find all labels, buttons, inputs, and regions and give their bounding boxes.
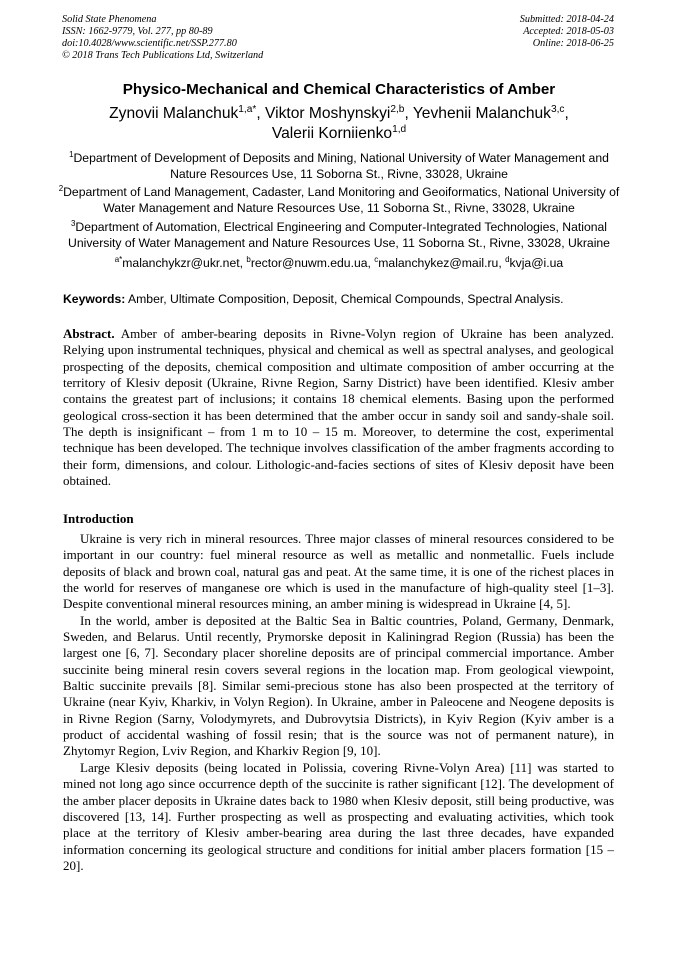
- email-link[interactable]: malanchykez@mail.ru,: [378, 256, 506, 270]
- introduction-body: [63, 531, 614, 874]
- online-date: Online: 2018-06-25: [532, 38, 614, 49]
- paper-title: Physico-Mechanical and Chemical Characteristics of Amber: [122, 81, 556, 98]
- affiliation: $^1$Department of Development of Deposits and Mining, National University of Water Management and Nature Resources Use, 11 Soborna St., Rivne, 33028, Ukraine: [69, 149, 609, 181]
- email-link[interactable]: malanchykzr@ukr.net,: [122, 256, 247, 270]
- accepted-date: Accepted: 2018-05-03: [523, 26, 614, 37]
- email-link[interactable]: rector@nuwm.edu.ua,: [250, 256, 375, 270]
- abstract: Abstract. Amber of amber-bearing deposits in Rivne-Volyn region of Ukraine has been analyzed. Relying upon instrumental techniques, physical and chemical as well as spectral analyses, and geological prospecting of the deposits, chemical composition and ultimate composition of amber occurring at the territory of Klesiv deposit (Ukraine, Rivne Region, Sarny District) have been identified. Klesiv amber contains the greatest part of inclusions; it contains 18 chemical elements. Basing upon the performed geological cross-section it has been determined that the amber occur in sandy soil and sandy-shale soil. The depth is insignificant – from 1 m to 10 – 15 m. Moreover, to determine the cost, experimental technique has been developed. The technique involves classification of the amber fragments according to their form, dimensions, and colour. Lithologic-and-facies sections of sites of Klesiv deposit have been obtained.: [63, 326, 614, 489]
- author: Valerii Korniienko$^{1,d}$: [271, 123, 407, 142]
- abstract-label: Abstract.: [63, 326, 115, 341]
- keywords: Keywords: Amber, Ultimate Composition, Deposit, Chemical Compounds, Spectral Analysis.: [63, 292, 564, 306]
- paragraph: Large Klesiv deposits (being located in Polissia, covering Rivne-Volyn Area) [11] was started to mined not long ago since occurrence depth of the succinite is rather significant [12]. The development of the amber placer deposits in Ukraine dates back to 1980 when Klesiv deposit, still being productive, was discovered [13, 14]. Further prospecting as well as prospecting and evaluating activities, which took place at the territory of Klesiv amber-bearing area during the last three decades, have expanded information concerning its geological structure and conditions for initial amber placers formation [15 – 20].: [63, 759, 614, 873]
- affiliation: $^2$Department of Land Management, Cadaster, Land Monitoring and Geoiformatics, National University of Water Management and Nature Resources Use, 11 Soborna St., Rivne, 33028, Ukraine: [58, 183, 620, 215]
- journal-info: [62, 14, 263, 62]
- journal-name: Solid State Phenomena: [62, 14, 157, 25]
- author: Viktor Moshynskyi$^{2,b}$,: [264, 103, 413, 122]
- section-heading-introduction: Introduction: [63, 511, 134, 526]
- issn: ISSN: 1662-9779, Vol. 277, pp 80-89: [62, 26, 213, 37]
- author: Zynovii Malanchuk$^{1,a*}$,: [109, 103, 265, 122]
- publication-dates: [520, 14, 614, 50]
- submitted-date: Submitted: 2018-04-24: [519, 14, 614, 25]
- author-list: [60, 104, 618, 144]
- email-link[interactable]: kvja@i.ua: [509, 256, 564, 270]
- copyright: © 2018 Trans Tech Publications Ltd, Switzerland: [62, 50, 264, 61]
- doi: doi:10.4028/www.scientific.net/SSP.277.80: [62, 38, 237, 49]
- author: Yevhenii Malanchuk$^{3,c}$,: [412, 103, 569, 122]
- paragraph: In the world, amber is deposited at the Baltic Sea in Baltic countries, Poland, Germany, Denmark, Sweden, and Belarus. Until recently, Prymorske deposit in Kaliningrad Region (Russia) has been the largest one [6, 7]. Secondary placer shoreline deposits are of principal commercial importance. Amber succinite being mineral resin covers several regions in the location map. From geological viewpoint, Baltic succinite prevails [8]. Similar semi-precious stone has also been prospected at the territory of Ukraine (near Kyiv, Kharkiv, in Volyn Region). In Ukraine, amber in Paleocene and Neogene deposits is in Rivne Region (Sarny, Volodymyrets, and Dubrovytsia Districts), in Kyiv Region (Kyiv amber is a product of accidental washing of fossil resin; that is the source was not of permanent nature), in Zhytomyr Region, Lviv Region, and Kharkiv Region [9, 10].: [63, 612, 614, 759]
- affiliation: $^3$Department of Automation, Electrical Engineering and Computer-Integrated Technologies, National University of Water Management and Nature Resources Use, 11 Soborna St., Rivne, 33028, Ukraine: [68, 218, 610, 250]
- author-emails: $^{a*}$malanchykzr@ukr.net, $^b$rector@nuwm.edu.ua, $^c$malanchykez@mail.ru, $^d$kvja@i.ua: [114, 254, 564, 270]
- paragraph: Ukraine is very rich in mineral resources. Three major classes of mineral resources considered to be important in our country: fuel mineral resource as well as metallic and nonmetallic. Fuels include deposits of black and brown coal, natural gas and peat. At the same time, it is one of the richest places in the world for reserves of manganese ore which is used in the manufacture of high-quality steel [1–3]. Despite conventional mineral resources mining, an amber mining is widespread in Ukraine [4, 5].: [63, 531, 614, 612]
